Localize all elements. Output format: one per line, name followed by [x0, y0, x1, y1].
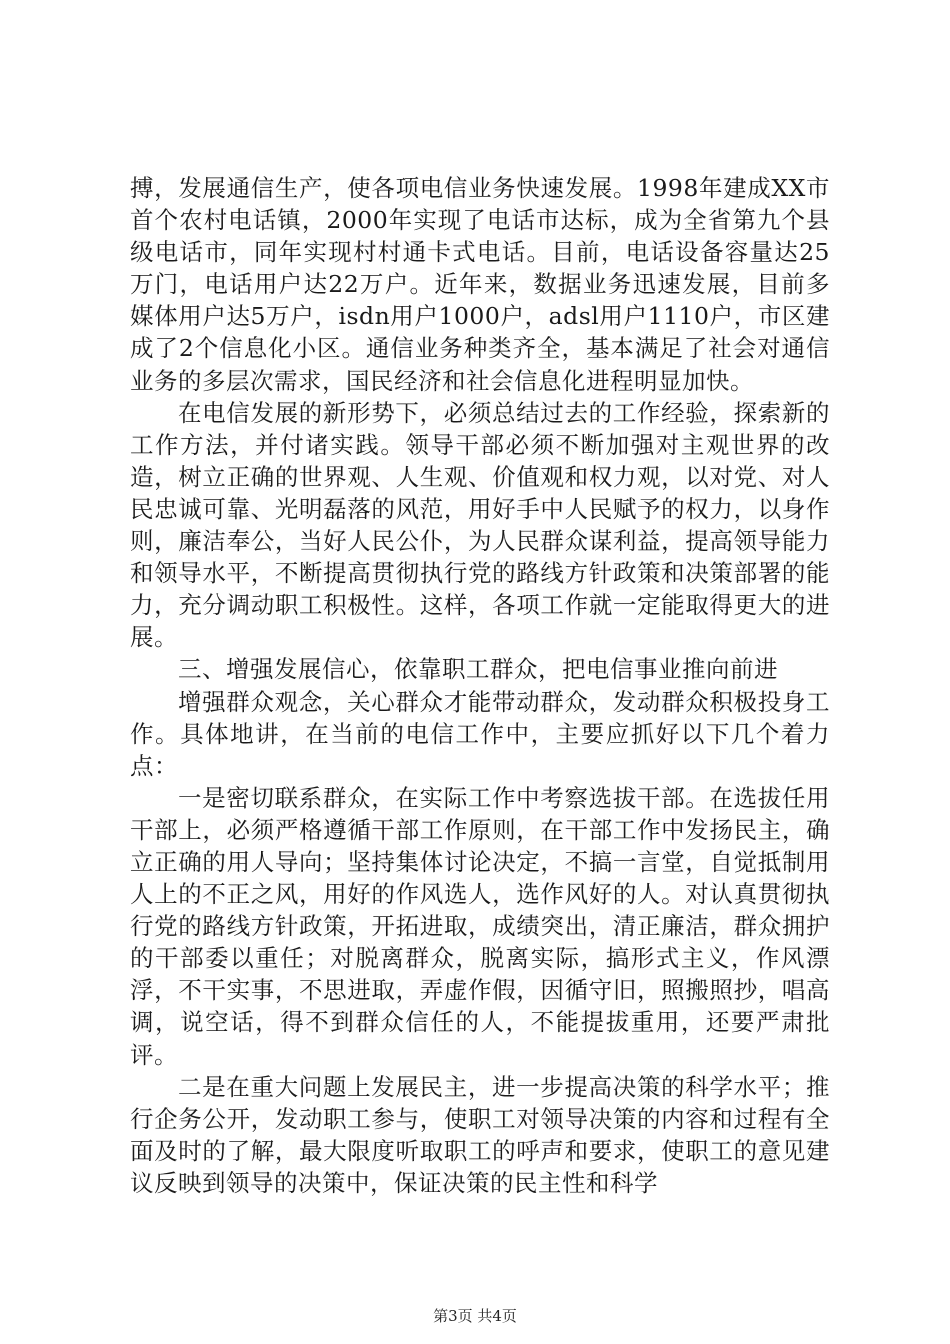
paragraph-3: 增强群众观念，关心群众才能带动群众，发动群众积极投身工作。具体地讲，在当前的电信工作中，主要应抓好以下几个着力点： [130, 687, 830, 780]
section-heading: 三、增强发展信心，依靠职工群众，把电信事业推向前进 [178, 655, 778, 684]
paragraph-1: 搏，发展通信生产，使各项电信业务快速发展。1998年建成XX市首个农村电话镇，2000年实现了电话市达标，成为全省第九个县级电话市，同年实现村村通卡式电话。目前，电话设备容量达25万门，电话用户达22万户。近年来，数据业务迅速发展，目前多媒体用户达5万户，isdn用户1000户，adsl用户1110户，市区建成了2个信息化小区。通信业务种类齐全，基本满足了社会对通信业务的多层次需求，国民经济和社会信息化进程明显加快。 [130, 174, 830, 395]
paragraph-4: 一是密切联系群众，在实际工作中考察选拔干部。在选拔任用干部上，必须严格遵循干部工作原则，在干部工作中发扬民主，确立正确的用人导向；坚持集体讨论决定，不搞一言堂，自觉抵制用人上的不正之风，用好的作风选人，选作风好的人。对认真贯彻执行党的路线方针政策，开拓进取，成绩突出，清正廉洁，群众拥护的干部委以重任；对脱离群众，脱离实际，搞形式主义，作风漂浮，不干实事，不思进取，弄虚作假，因循守旧，照搬照抄，唱高调，说空话，得不到群众信任的人，不能提拔重用，还要严肃批评。 [130, 783, 830, 1069]
document-body [130, 172, 830, 1199]
page-footer: 第3页 共4页 [433, 1307, 517, 1325]
paragraph-2: 在电信发展的新形势下，必须总结过去的工作经验，探索新的工作方法，并付诸实践。领导干部必须不断加强对主观世界的改造，树立正确的世界观、人生观、价值观和权力观，以对党、对人民忠诚可靠、光明磊落的风范，用好手中人民赋予的权力，以身作则，廉洁奉公，当好人民公仆，为人民群众谋利益，提高领导能力和领导水平，不断提高贯彻执行党的路线方针政策和决策部署的能力，充分调动职工积极性。这样，各项工作就一定能取得更大的进展。 [130, 398, 830, 652]
paragraph-5: 二是在重大问题上发展民主，进一步提高决策的科学水平；推行企务公开，发动职工参与，使职工对领导决策的内容和过程有全面及时的了解，最大限度听取职工的呼声和要求，使职工的意见建议反映到领导的决策中，保证决策的民主性和科学 [130, 1072, 830, 1197]
